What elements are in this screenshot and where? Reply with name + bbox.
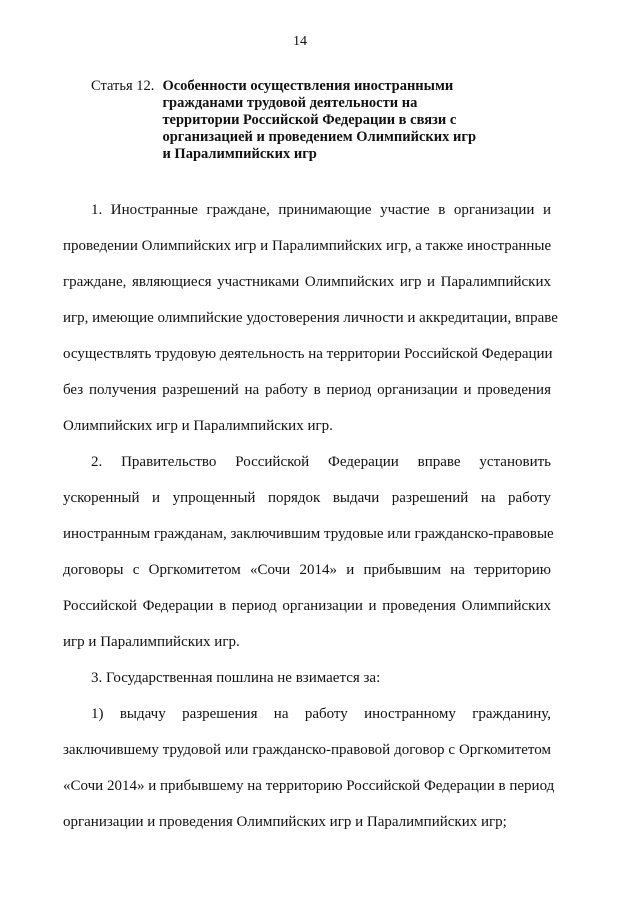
article-heading	[91, 78, 561, 163]
subparagraph-1-line-1: 1) выдачу разрешения на работу иностранному гражданину,	[91, 706, 551, 722]
subparagraph-1-line-3: «Сочи 2014» и прибывшему на территорию Российской Федерации в период	[63, 778, 555, 794]
paragraph-3-line-1: 3. Государственная пошлина не взимается за:	[91, 670, 381, 686]
paragraph-2-line-3: иностранным гражданам, заключившим трудовые или гражданско-правовые	[63, 526, 554, 542]
paragraph-1-line-7: Олимпийских игр и Паралимпийских игр.	[63, 418, 333, 434]
paragraph-1-line-6: без получения разрешений на работу в период организации и проведения	[63, 382, 551, 398]
paragraph-1-line-1: 1. Иностранные граждане, принимающие участие в организации и	[91, 202, 551, 218]
paragraph-2-line-4: договоры с Оргкомитетом «Сочи 2014» и прибывшим на территорию	[63, 562, 551, 578]
page-number: 14	[293, 34, 307, 49]
paragraph-1-line-4: игр, имеющие олимпийские удостоверения личности и аккредитации, вправе	[63, 310, 558, 326]
paragraph-1-line-5: осуществлять трудовую деятельность на территории Российской Федерации	[63, 346, 553, 362]
subparagraph-1-line-4: организации и проведения Олимпийских игр и Паралимпийских игр;	[63, 814, 507, 830]
paragraph-2-line-6: игр и Паралимпийских игр.	[63, 634, 240, 650]
article-number: Статья 12.	[91, 78, 155, 94]
paragraph-2-line-2: ускоренный и упрощенный порядок выдачи разрешений на работу	[63, 490, 551, 506]
subparagraph-1-line-2: заключившему трудовой или гражданско-правовой договор с Оргкомитетом	[63, 742, 551, 758]
paragraph-2-line-1: 2. Правительство Российской Федерации вправе установить	[91, 454, 551, 470]
paragraph-1-line-2: проведении Олимпийских игр и Паралимпийских игр, а также иностранные	[63, 238, 552, 254]
paragraph-1-line-3: граждане, являющиеся участниками Олимпийских игр и Паралимпийских	[63, 274, 551, 290]
article-title: Особенности осуществления иностранными гражданами трудовой деятельности на территории Российской Федерации в связи с организацией и проведением Олимпийских игр и Паралимпийских игр	[162, 78, 477, 162]
paragraph-2-line-5: Российской Федерации в период организации и проведения Олимпийских	[63, 598, 551, 614]
